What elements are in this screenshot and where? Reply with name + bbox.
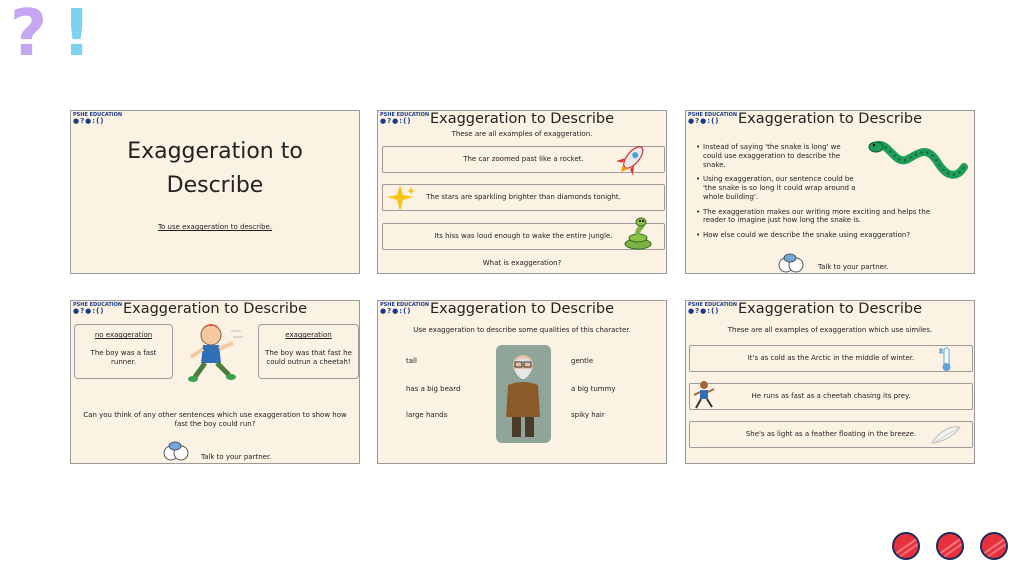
simile-box-2: He runs as fast as a cheetah chasing its prey. [689,383,973,410]
talk-partner-icon [161,441,191,463]
intro-text: These are all examples of exaggeration which use similes. [727,326,933,334]
talk-partner-icon [776,253,806,274]
word-right-2: a big tummy [571,385,616,393]
slide-3-snake[interactable] [685,110,975,274]
title-line-1: Exaggeration to [127,139,303,164]
title-line-2: Describe [166,173,264,198]
red-dot-decoration-2 [936,532,964,560]
logo: PSHE EDUCATION ●?●:() [73,302,123,315]
word-left-1: tall [406,357,417,365]
rocket-icon [616,141,648,177]
bullet-item: • How else could we describe the snake using exaggeration? [696,231,946,240]
slide-5-character[interactable] [377,300,667,464]
word-right-3: spiky hair [571,411,605,419]
simile-box-1: It's as cold as the Arctic in the middle of winter. [689,345,973,372]
slide-title: Exaggeration to Describe [429,111,615,127]
red-dot-decoration-1 [892,532,920,560]
logo: PSHE EDUCATION ●?●:() [688,302,738,315]
slide-4-runner[interactable] [70,300,360,464]
slide-2-examples[interactable] [377,110,667,274]
slide-title: Exaggeration to Describe [737,301,923,317]
old-man-character-icon [496,345,551,443]
bullet-item: • Using exaggeration, our sentence could be 'the snake is so long it could wrap around a whole building'. [696,175,858,201]
thermometer-snow-icon [936,345,958,373]
word-left-2: has a big beard [406,385,461,393]
example-box-2: The stars are sparkling brighter than diamonds tonight. [382,184,665,211]
exaggeration-box [258,324,359,379]
logo: PSHE EDUCATION ●?●:() [73,112,123,125]
talk-instruction: Talk to your partner. [201,453,272,461]
question-mark-decoration: ? [10,0,48,71]
red-dot-decoration-3 [980,532,1008,560]
snake-illustration-icon [868,137,968,187]
running-boy-icon [181,321,245,383]
no-exaggeration-box [74,324,173,379]
no-exaggeration-text: The boy was a fast runner. [90,348,157,366]
feather-icon [930,423,962,447]
intro-text: Use exaggeration to describe some qualities of this character. [413,326,631,334]
running-child-icon [692,379,716,411]
word-left-3: large hands [406,411,448,419]
slide-title: Exaggeration to Describe [737,111,923,127]
no-exaggeration-heading: no exaggeration [94,331,153,339]
snake-icon [622,217,654,251]
logo: PSHE EDUCATION ●?●:() [380,302,430,315]
learning-objective: To use exaggeration to describe. [157,223,273,231]
logo: PSHE EDUCATION ●?●:() [380,112,430,125]
exaggeration-text: The boy was that fast he could outrun a cheetah! [265,348,352,366]
bullet-item: • Instead of saying 'the snake is long' we could use exaggeration to describe the snake. [696,143,858,169]
question-text: Can you think of any other sentences which use exaggeration to show how fast the boy could run? [83,411,347,428]
exclamation-mark-decoration: ! [62,0,92,71]
intro-text: These are all examples of exaggeration. [451,130,593,138]
simile-box-3: She's as light as a feather floating in the breeze. [689,421,973,448]
word-right-1: gentle [571,357,594,365]
bullet-list [696,143,931,246]
slide-6-similes[interactable] [685,300,975,464]
sparkle-icon [386,183,416,213]
example-box-1: The car zoomed past like a rocket. [382,146,665,173]
bullet-item: • The exaggeration makes our writing more exciting and helps the reader to imagine just how long the snake is. [696,208,946,226]
example-box-3: Its hiss was loud enough to wake the entire jungle. [382,223,665,250]
talk-instruction: Talk to your partner. [818,263,889,271]
slide-title: Exaggeration to Describe [429,301,615,317]
slide-1-title[interactable] [70,110,360,274]
exaggeration-heading: exaggeration [285,331,332,339]
logo: PSHE EDUCATION ●?●:() [688,112,738,125]
slide-title: Exaggeration to Describe [122,301,308,317]
question-text: What is exaggeration? [482,259,562,267]
